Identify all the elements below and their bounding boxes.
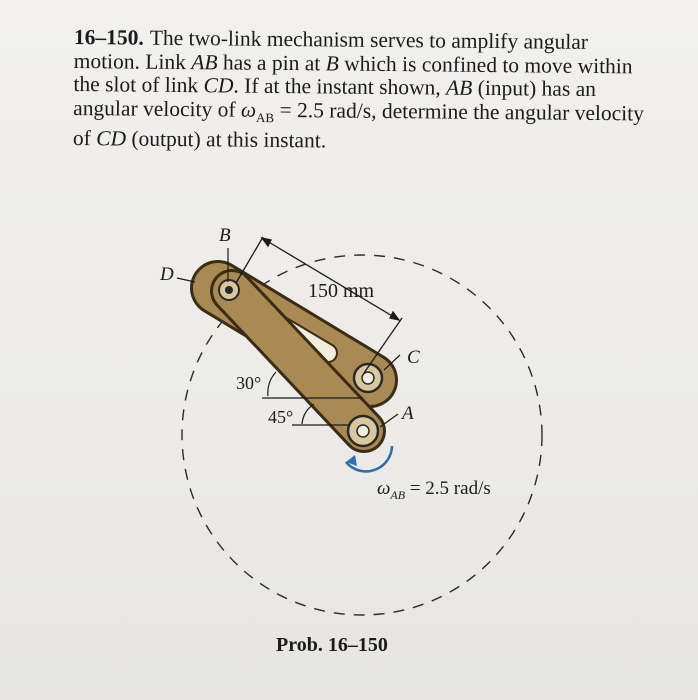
problem-segment: which is confined to move within the slot of link xyxy=(73,51,633,98)
label-c: C xyxy=(407,347,420,368)
omega-value: = 2.5 rad/s xyxy=(405,478,491,499)
problem-segment: CD xyxy=(203,73,234,98)
label-dimension: 150 mm xyxy=(308,280,375,302)
problem-segment: . If at the instant shown, xyxy=(233,73,447,100)
problem-segment: AB xyxy=(445,75,473,100)
problem-segment: B xyxy=(325,50,339,76)
problem-segment: CD xyxy=(96,126,127,151)
omega-symbol: ω xyxy=(377,478,391,499)
omega-subscript: AB xyxy=(390,488,406,502)
label-omega xyxy=(377,478,491,502)
label-angle-45: 45° xyxy=(268,407,294,427)
label-b: B xyxy=(219,225,231,246)
label-a: A xyxy=(402,403,414,424)
problem-segment: AB xyxy=(256,109,275,125)
problem-segment: (output) at this instant. xyxy=(125,126,327,153)
problem-segment: = 2.5 rad/s, determine the angular velocity of xyxy=(72,97,645,151)
problem-number: 16–150. xyxy=(73,25,144,50)
problem-segment: (input) has an angular velocity of xyxy=(73,75,597,122)
problem-segment: AB xyxy=(191,49,218,74)
problem-segment: ω xyxy=(240,97,257,122)
problem-segment: has a pin at xyxy=(217,49,326,75)
label-d: D xyxy=(160,264,174,285)
figure-caption: Prob. 16–150 xyxy=(276,634,388,656)
label-angle-30: 30° xyxy=(236,373,262,393)
problem-segment: The two-link mechanism serves to amplify angular motion. Link xyxy=(73,25,589,74)
pin-a xyxy=(348,416,378,446)
